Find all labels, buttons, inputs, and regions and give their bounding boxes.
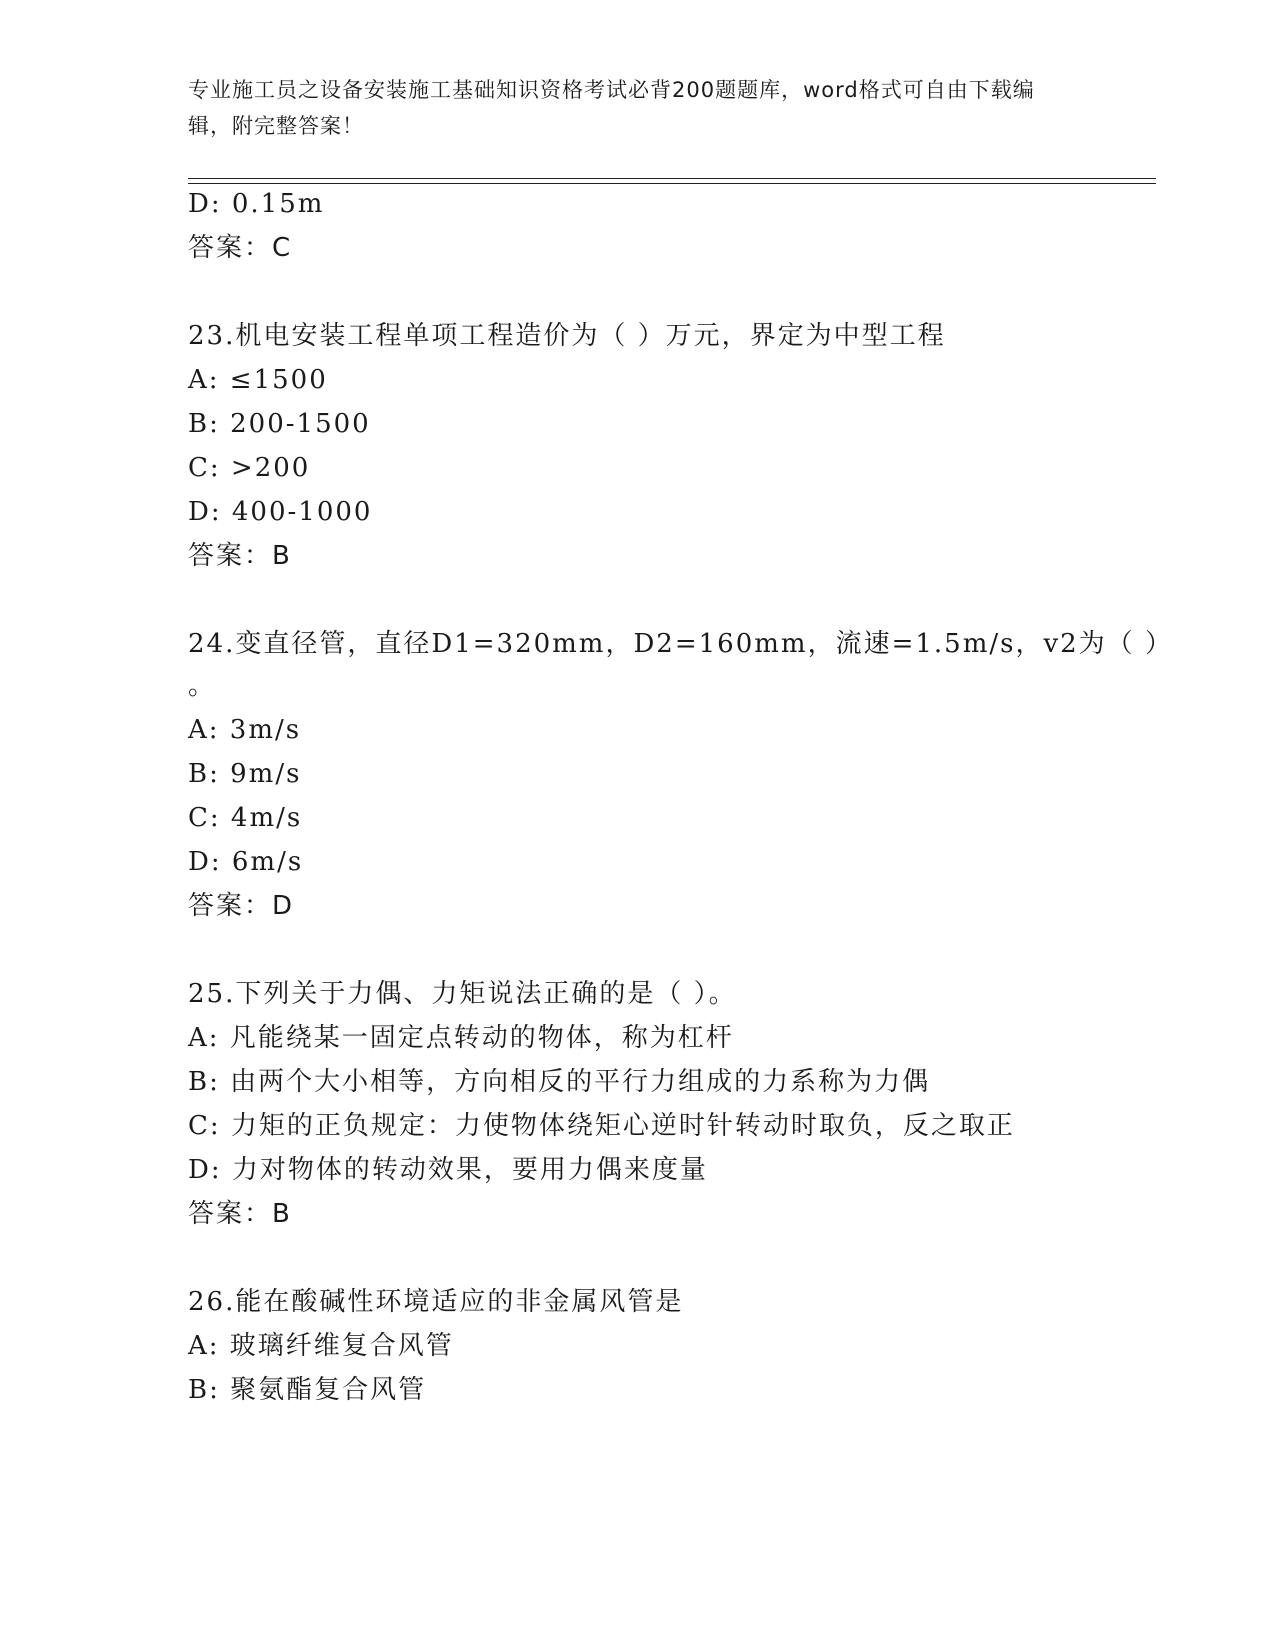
question-23-option-c: C: >200	[188, 453, 311, 483]
option-d: D: 0.15m	[188, 189, 325, 219]
question-26-option-b: B: 聚氨酯复合风管	[188, 1375, 427, 1405]
question-24-option-d: D: 6m/s	[188, 847, 304, 877]
question-23-option-a: A: ≤1500	[188, 365, 328, 395]
document-title: 专业施工员之设备安装施工基础知识资格考试必背200题题库，word格式可自由下载编辑，附完整答案！	[188, 78, 1035, 138]
question-26: 26.能在酸碱性环境适应的非金属风管是	[188, 1287, 684, 1317]
question-23-answer: 答案：B	[188, 541, 292, 571]
question-24-continuation: 。	[188, 671, 217, 701]
question-25-answer: 答案：B	[188, 1199, 292, 1229]
question-24-option-c: C: 4m/s	[188, 803, 303, 833]
header-divider-bottom	[188, 183, 1156, 184]
question-25-option-c: C: 力矩的正负规定：力使物体绕矩心逆时针转动时取负，反之取正	[188, 1111, 1015, 1141]
question-25: 25.下列关于力偶、力矩说法正确的是（ ）。	[188, 979, 737, 1009]
answer-line: 答案：C	[188, 233, 293, 263]
question-25-option-b: B: 由两个大小相等，方向相反的平行力组成的力系称为力偶	[188, 1067, 931, 1097]
question-23-option-d: D: 400-1000	[188, 497, 373, 527]
question-25-option-a: A: 凡能绕某一固定点转动的物体，称为杠杆	[188, 1023, 734, 1053]
question-24-option-b: B: 9m/s	[188, 759, 302, 789]
document-header	[188, 72, 1068, 144]
question-24-option-a: A: 3m/s	[188, 715, 302, 745]
question-24: 24.变直径管，直径D1=320mm，D2=160mm，流速=1.5m/s，v2为（ ）	[188, 629, 1173, 659]
question-26-option-a: A: 玻璃纤维复合风管	[188, 1331, 454, 1361]
question-23-option-b: B: 200-1500	[188, 409, 371, 439]
question-23: 23.机电安装工程单项工程造价为（ ）万元，界定为中型工程	[188, 321, 946, 351]
question-25-option-d: D: 力对物体的转动效果，要用力偶来度量	[188, 1155, 708, 1185]
question-24-answer: 答案：D	[188, 891, 295, 921]
header-divider-top	[188, 178, 1156, 179]
